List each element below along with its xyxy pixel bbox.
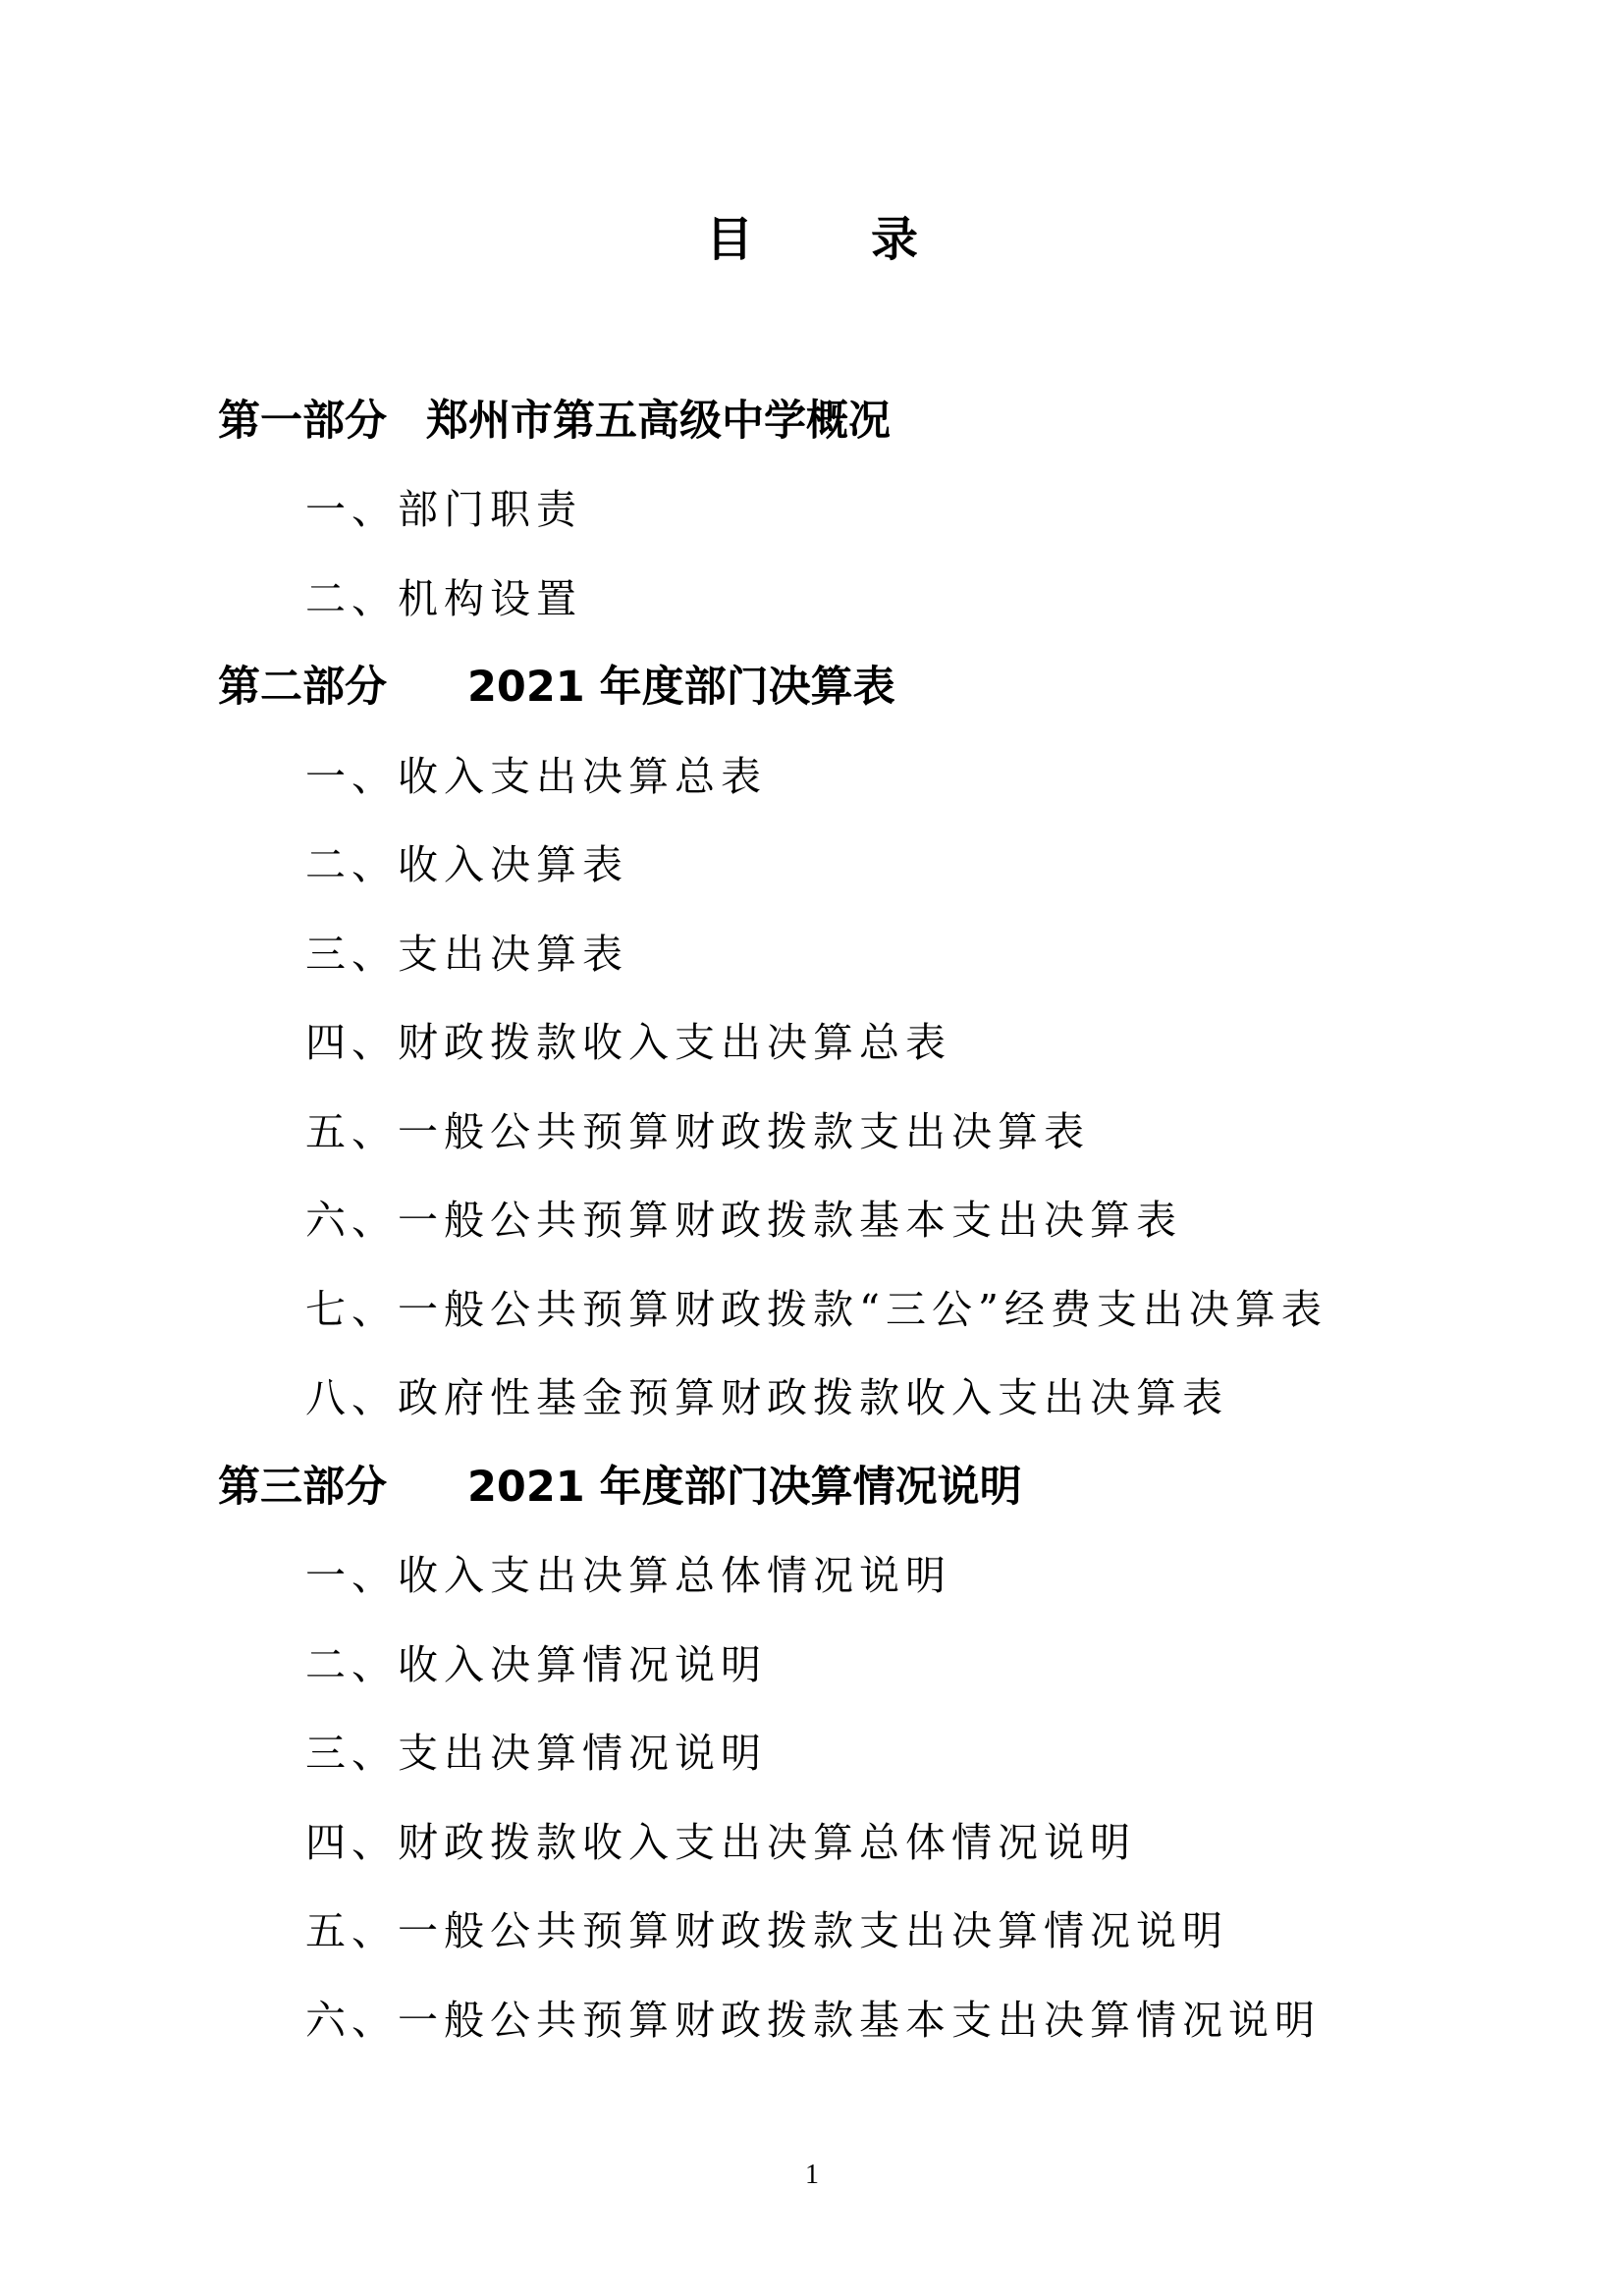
toc-part-title: 2021 年度部门决算情况说明 [467, 1463, 1022, 1512]
toc-item[interactable]: 三、支出决算表 [305, 931, 628, 978]
toc-item[interactable]: 八、政府性基金预算财政拨款收入支出决算表 [305, 1374, 1228, 1421]
toc-part-label: 第三部分 [218, 1463, 387, 1512]
toc-item[interactable]: 一、收入支出决算总表 [305, 753, 767, 800]
toc-part-title: 郑州市第五高级中学概况 [426, 397, 891, 446]
toc-item[interactable]: 四、财政拨款收入支出决算总体情况说明 [305, 1819, 1136, 1866]
page-title [0, 208, 1624, 271]
toc-item[interactable]: 一、收入支出决算总体情况说明 [305, 1552, 951, 1599]
toc-item[interactable]: 五、一般公共预算财政拨款支出决算表 [305, 1108, 1090, 1155]
toc-item[interactable]: 七、一般公共预算财政拨款“三公”经费支出决算表 [305, 1286, 1327, 1333]
toc-item[interactable]: 二、收入决算情况说明 [305, 1641, 767, 1688]
toc-part-1[interactable] [218, 392, 891, 451]
toc-part-label: 第二部分 [218, 663, 387, 712]
toc-item[interactable]: 六、一般公共预算财政拨款基本支出决算表 [305, 1197, 1182, 1244]
toc-item[interactable]: 三、支出决算情况说明 [305, 1730, 767, 1777]
toc-item[interactable]: 四、财政拨款收入支出决算总表 [305, 1019, 951, 1066]
toc-item[interactable]: 五、一般公共预算财政拨款支出决算情况说明 [305, 1907, 1228, 1954]
toc-item[interactable]: 二、机构设置 [305, 575, 582, 622]
toc-part-3[interactable] [218, 1458, 1022, 1517]
toc-part-title: 2021 年度部门决算表 [467, 663, 895, 712]
toc-item[interactable]: 六、一般公共预算财政拨款基本支出决算情况说明 [305, 1997, 1321, 2044]
page-number: 1 [805, 2160, 819, 2190]
toc-item[interactable]: 一、部门职责 [305, 486, 582, 533]
toc-item[interactable]: 二、收入决算表 [305, 841, 628, 888]
title-char-2: 录 [871, 212, 919, 267]
title-char-1: 目 [705, 212, 753, 267]
toc-part-2[interactable] [218, 658, 895, 717]
toc-part-label: 第一部分 [218, 397, 387, 446]
